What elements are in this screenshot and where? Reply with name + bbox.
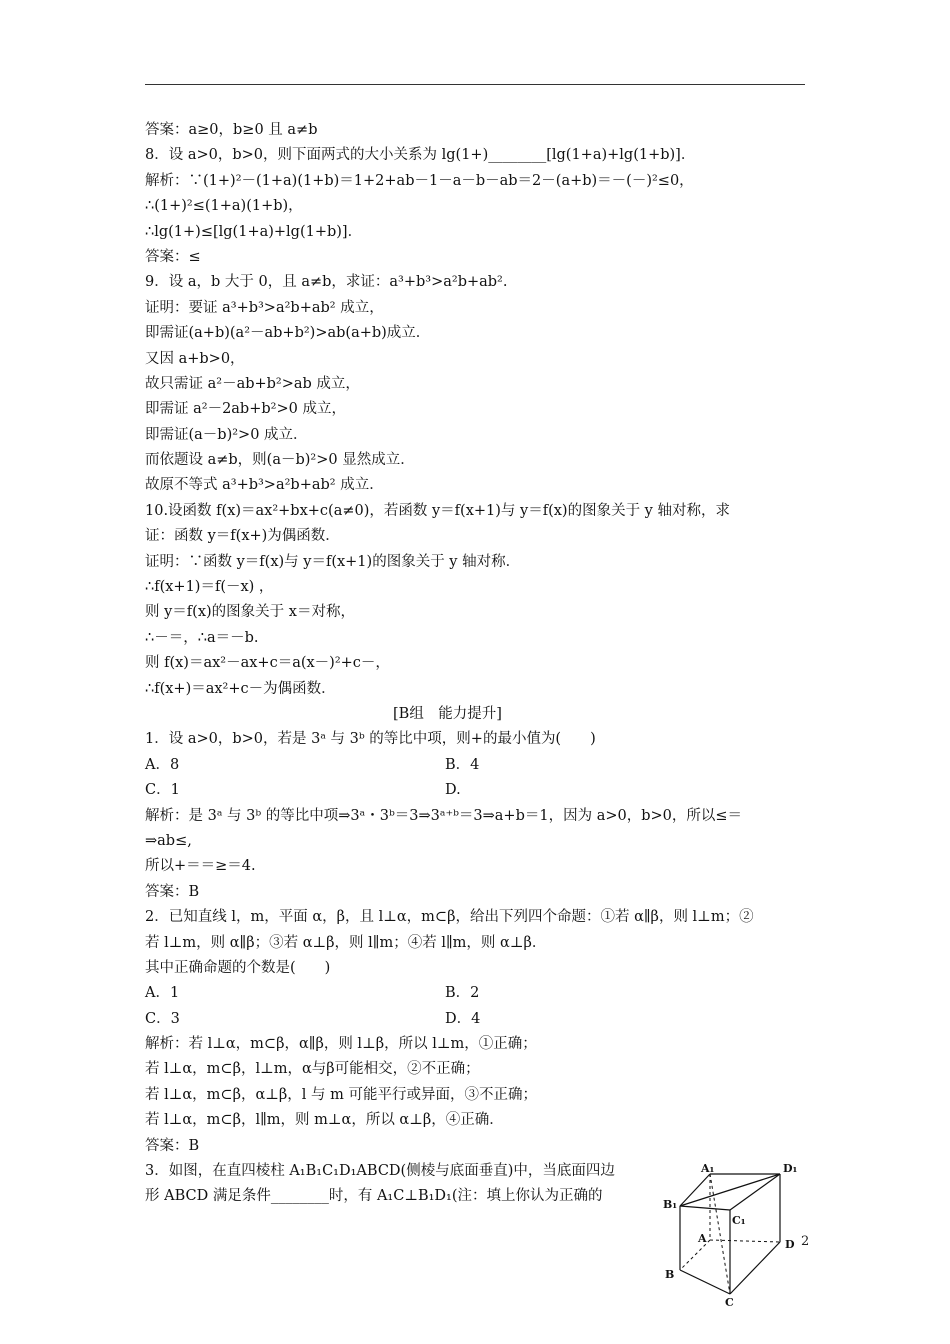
- option-b: B．4: [445, 756, 480, 773]
- text-line: 即需证(a－b)²>0 成立．: [145, 426, 308, 443]
- text-line: 即需证 a²－2ab+b²>0 成立，: [145, 401, 346, 418]
- text-line: 8．设 a>0，b>0，则下面两式的大小关系为 lg(1+)________[lg(1+a)+lg(1+b)]．: [145, 147, 696, 164]
- text-line: 证明：要证 a³+b³>a²b+ab² 成立，: [145, 299, 384, 316]
- text-line: 10.设函数 f(x)＝ax²+bx+c(a≠0)，若函数 y＝f(x+1)与 y＝f(x)的图象关于 y 轴对称，求: [145, 502, 730, 519]
- edge-c1-d1: [730, 1174, 780, 1210]
- label-c1: C₁: [732, 1214, 746, 1227]
- question-1-options-cd: [145, 778, 810, 803]
- edge-a-d: [710, 1240, 780, 1242]
- text-line: 答案：a≥0，b≥0 且 a≠b: [145, 122, 318, 138]
- question-2-solution: 若 l⊥α，m⊂β，α⊥β，l 与 m 可能平行或异面，③不正确；: [145, 1086, 537, 1103]
- question-1-options-ab: [145, 753, 810, 778]
- text-line: 即需证(a+b)(a²－ab+b²)>ab(a+b)成立．: [145, 325, 431, 342]
- text-line: 故原不等式 a³+b³>a²b+ab² 成立．: [145, 477, 384, 494]
- text-line: ∴(1+)²≤(1+a)(1+b)，: [145, 198, 303, 215]
- question-3-stem: 形 ABCD 满足条件________时，有 A₁C⊥B₁D₁(注：填上你认为正确的: [145, 1188, 603, 1205]
- edge-b1-c1: [680, 1206, 730, 1210]
- option-d: D．4: [445, 1010, 481, 1027]
- question-2-stem: 其中正确命题的个数是( ): [145, 959, 331, 976]
- document-body: [145, 118, 810, 1210]
- text-line: 答案：≤: [145, 248, 201, 265]
- question-2-stem: 若 l⊥m，则 α∥β；③若 α⊥β，则 l∥m；④若 l∥m，则 α⊥β．: [145, 934, 547, 951]
- text-line: 证：函数 y＝f(x+)为偶函数．: [145, 528, 340, 545]
- prism-figure: [655, 1160, 815, 1310]
- text-line: 则 f(x)＝ax²－ax+c＝a(x－)²+c－，: [145, 655, 390, 672]
- text-line: 又因 a+b>0，: [145, 350, 245, 367]
- header-rule: [145, 84, 805, 85]
- question-2-solution: 若 l⊥α，m⊂β，l∥m，则 m⊥α，所以 α⊥β，④正确．: [145, 1112, 504, 1129]
- label-c: C: [725, 1296, 734, 1309]
- question-2-answer: 答案：B: [145, 1137, 200, 1154]
- text-line: ∴lg(1+)≤[lg(1+a)+lg(1+b)]．: [145, 223, 363, 240]
- text-line: 则 y＝f(x)的图象关于 x＝对称，: [145, 604, 355, 621]
- question-1-solution: 所以+＝＝≥＝4.: [145, 858, 256, 875]
- option-c: C．1: [145, 782, 180, 799]
- option-d: D.: [445, 782, 461, 799]
- edge-b-c: [680, 1270, 730, 1294]
- edge-c-d: [730, 1242, 780, 1294]
- option-a: A．8: [145, 756, 180, 773]
- question-2-solution: 若 l⊥α，m⊂β，l⊥m，α与β可能相交，②不正确；: [145, 1061, 480, 1078]
- page-number: 2: [801, 1234, 810, 1249]
- label-b1: B₁: [663, 1198, 678, 1211]
- label-b: B: [665, 1268, 675, 1281]
- option-a: A．1: [145, 985, 180, 1002]
- option-c: C．3: [145, 1010, 180, 1027]
- text-line: 而依题设 a≠b，则(a－b)²>0 显然成立．: [145, 452, 415, 469]
- label-a1: A₁: [701, 1162, 715, 1175]
- question-2-options-cd: [145, 1007, 810, 1032]
- question-1-stem: 1．设 a>0，b>0，若是 3ᵃ 与 3ᵇ 的等比中项，则+的最小值为( ): [145, 731, 596, 748]
- text-line: 证明：∵函数 y＝f(x)与 y＝f(x+1)的图象关于 y 轴对称．: [145, 553, 521, 570]
- text-line: ∴f(x+1)＝f(－x) ，: [145, 579, 274, 596]
- label-d: D: [785, 1238, 795, 1251]
- question-2-solution: 解析：若 l⊥α，m⊂β，α∥β，则 l⊥β，所以 l⊥m，①正确；: [145, 1036, 537, 1053]
- question-2-options-ab: [145, 981, 810, 1006]
- text-line: ∴f(x+)＝ax²+c－为偶函数．: [145, 680, 336, 697]
- label-d1: D₁: [783, 1162, 798, 1175]
- question-1-solution: ⇒ab≤,: [145, 832, 192, 849]
- text-line: 解析：∵(1+)²－(1+a)(1+b)＝1+2+ab－1－a－b－ab＝2－(a+b)＝－(－)²≤0，: [145, 172, 694, 189]
- diagonal-a1-c: [710, 1174, 730, 1294]
- text-line: ∴－＝，∴a＝－b.: [145, 629, 259, 646]
- text-line: 故只需证 a²－ab+b²>ab 成立，: [145, 375, 360, 392]
- question-2-stem: 2．已知直线 l，m，平面 α，β，且 l⊥α，m⊂β，给出下列四个命题：①若 α∥β，则 l⊥m；②: [145, 909, 754, 926]
- section-heading: [B组 能力提升]: [393, 705, 502, 722]
- text-line: 9．设 a，b 大于 0，且 a≠b，求证：a³+b³>a²b+ab².: [145, 274, 508, 291]
- question-1-answer: 答案：B: [145, 883, 200, 900]
- question-1-solution: 解析：是 3ᵃ 与 3ᵇ 的等比中项⇒3ᵃ・3ᵇ＝3⇒3ᵃ⁺ᵇ＝3⇒a+b＝1，因为 a>0，b>0，所以≤＝: [145, 807, 743, 824]
- question-3-stem: 3．如图，在直四棱柱 A₁B₁C₁D₁ABCD(侧棱与底面垂直)中，当底面四边: [145, 1163, 615, 1180]
- option-b: B．2: [445, 985, 480, 1002]
- label-a: A: [698, 1232, 707, 1245]
